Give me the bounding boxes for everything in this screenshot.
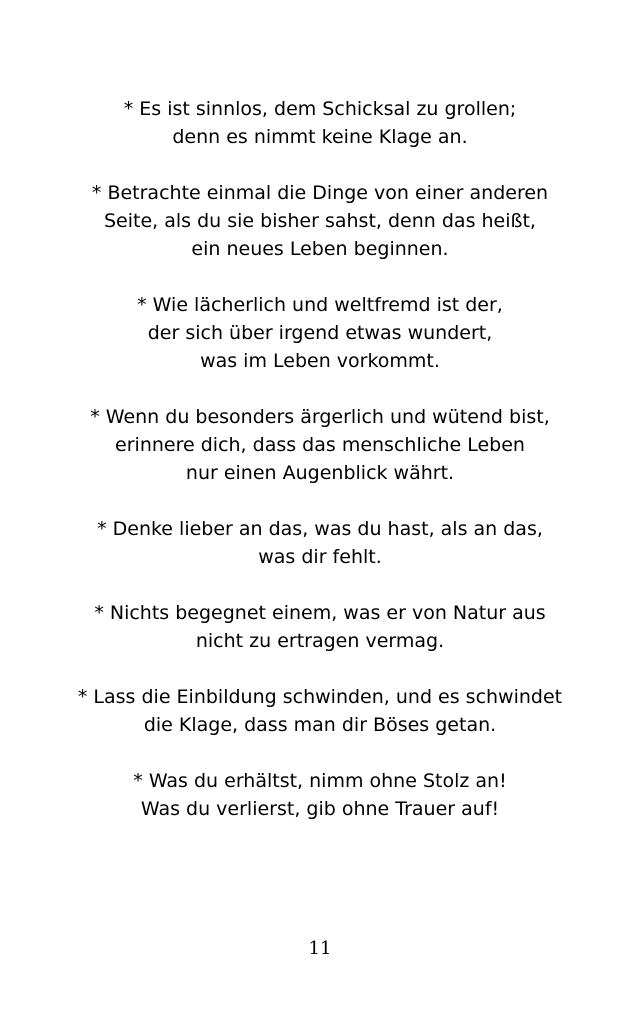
quote-5 — [40, 515, 600, 571]
quote-list — [40, 95, 600, 851]
quote-line: denn es nimmt keine Klage an. — [172, 126, 468, 148]
quote-line: Was du verlierst, gib ohne Trauer auf! — [140, 798, 500, 820]
quote-1 — [40, 95, 600, 151]
quote-line: * Lass die Einbildung schwinden, und es schwindet — [77, 686, 563, 708]
quote-line: nicht zu ertragen vermag. — [195, 630, 445, 652]
quote-line: * Es ist sinnlos, dem Schicksal zu grollen; — [123, 98, 517, 120]
quote-line: * Nichts begegnet einem, was er von Natur aus — [94, 602, 546, 624]
quote-3 — [40, 291, 600, 375]
quote-line: die Klage, dass man dir Böses getan. — [143, 714, 497, 736]
quote-line: * Betrachte einmal die Dinge von einer anderen — [91, 182, 549, 204]
quote-2 — [40, 179, 600, 263]
quote-line: * Wie lächerlich und weltfremd ist der, — [137, 294, 503, 316]
quote-4 — [40, 403, 600, 487]
page-number: 11 — [308, 938, 332, 959]
quote-line: * Wenn du besonders ärgerlich und wütend bist, — [90, 406, 550, 428]
quote-line: * Denke lieber an das, was du hast, als an das, — [97, 518, 543, 540]
quote-7 — [40, 683, 600, 739]
quote-line: ein neues Leben beginnen. — [191, 238, 449, 260]
quote-6 — [40, 599, 600, 655]
quote-line: was im Leben vorkommt. — [200, 350, 440, 372]
quote-line: nur einen Augenblick währt. — [185, 462, 455, 484]
quote-line: Seite, als du sie bisher sahst, denn das heißt, — [104, 210, 536, 232]
quote-line: was dir fehlt. — [258, 546, 382, 568]
quote-line: * Was du erhältst, nimm ohne Stolz an! — [133, 770, 507, 792]
quote-line: erinnere dich, dass das menschliche Leben — [115, 434, 525, 456]
quote-line: der sich über irgend etwas wundert, — [147, 322, 493, 344]
quote-8 — [40, 767, 600, 823]
